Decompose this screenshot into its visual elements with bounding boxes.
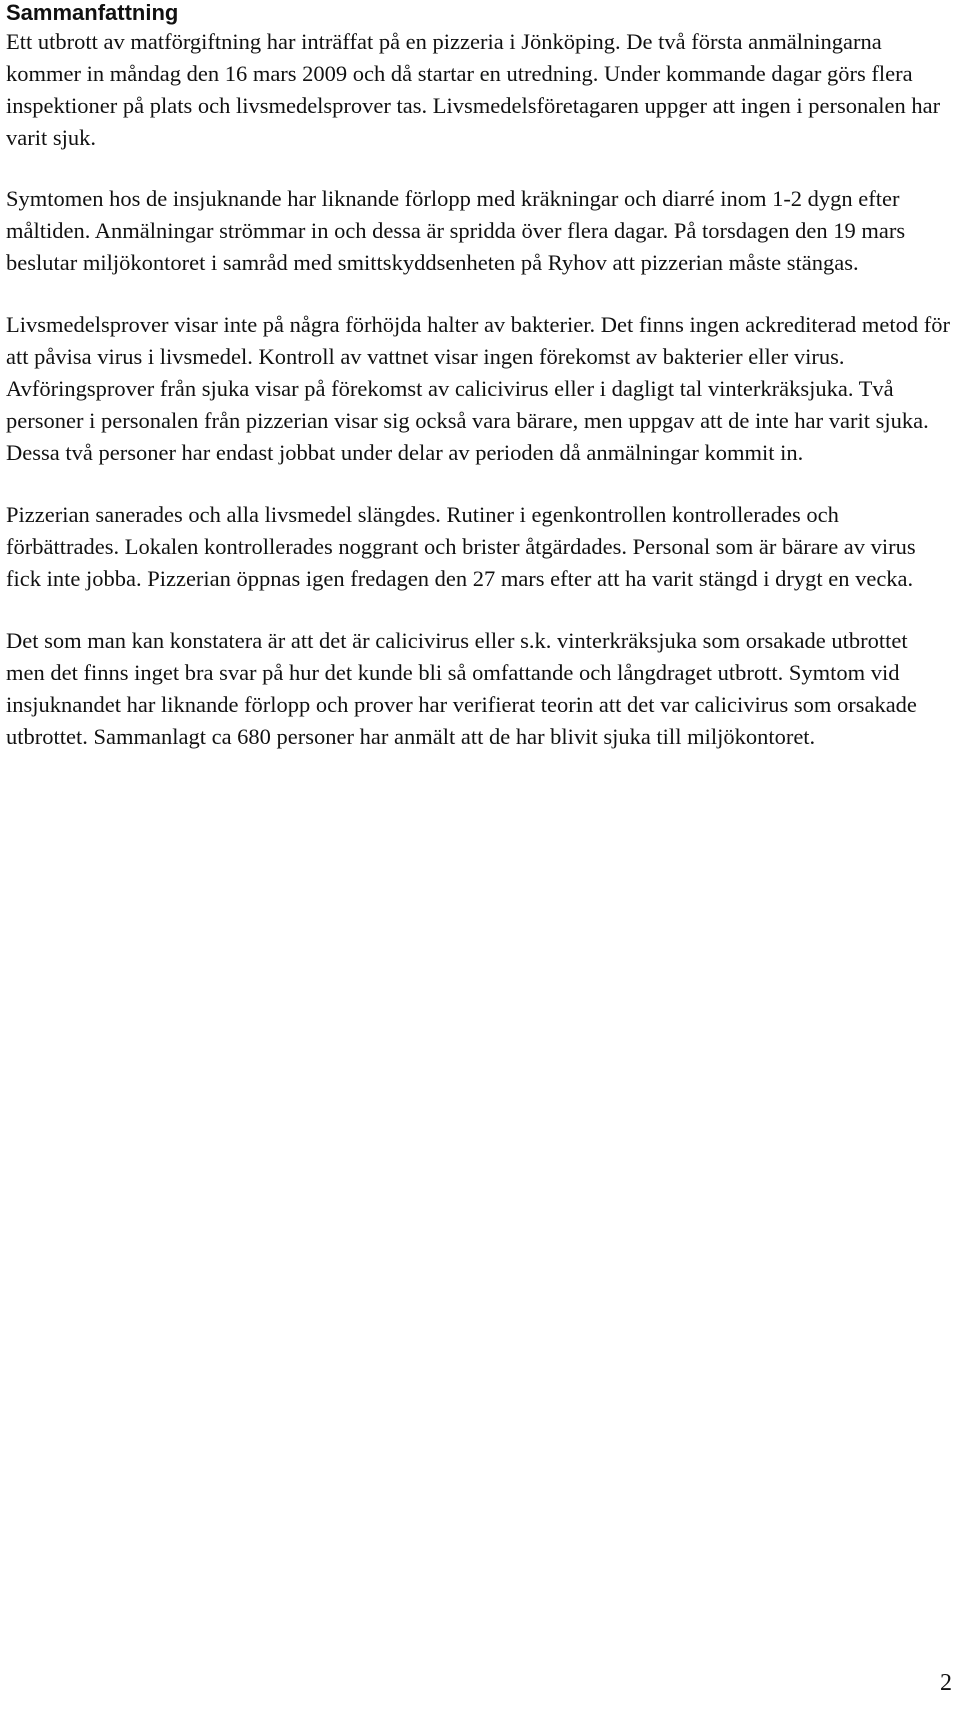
page-number: 2 (940, 1670, 952, 1696)
paragraph-1: Ett utbrott av matförgiftning har inträffat på en pizzeria i Jönköping. De två första anmälningarna kommer in måndag den 16 mars 2009 och då startar en utredning. Under kommande dagar görs flera inspektioner på plats och livsmedelsprover tas. Livsmedelsföretagaren uppger att ingen i personalen har varit sjuk. (6, 29, 941, 150)
section-heading: Sammanfattning (6, 0, 179, 25)
document-page (6, 0, 954, 753)
paragraph-3: Livsmedelsprover visar inte på några förhöjda halter av bakterier. Det finns ingen ackrediterad metod för att påvisa virus i livsmedel. Kontroll av vattnet visar ingen förekomst av bakterier eller virus. Avföringsprover från sjuka visar på förekomst av calicivirus eller i dagligt tal vinterkräksjuka. Två personer i personalen från pizzerian visar sig också vara bärare, men uppgav att de inte har varit sjuka. Dessa två personer har endast jobbat under delar av perioden då anmälningar kommit in. (6, 312, 951, 465)
paragraph-2: Symtomen hos de insjuknande har liknande förlopp med kräkningar och diarré inom 1-2 dygn efter måltiden. Anmälningar strömmar in och dessa är spridda över flera dagar. På torsdagen den 19 mars beslutar miljökontoret i samråd med smittskyddsenheten på Ryhov att pizzerian måste stängas. (6, 186, 906, 275)
paragraph-5: Det som man kan konstatera är att det är calicivirus eller s.k. vinterkräksjuka som orsakade utbrottet men det finns inget bra svar på hur det kunde bli så omfattande och långdraget utbrott. Symtom vid insjuknandet har liknande förlopp och prover har verifierat teorin att det var calicivirus som orsakade utbrottet. Sammanlagt ca 680 personer har anmält att de har blivit sjuka till miljökontoret. (6, 628, 917, 749)
paragraph-4: Pizzerian sanerades och alla livsmedel slängdes. Rutiner i egenkontrollen kontrollerades och förbättrades. Lokalen kontrollerades noggrant och brister åtgärdades. Personal som är bärare av virus fick inte jobba. Pizzerian öppnas igen fredagen den 27 mars efter att ha varit stängd i drygt en vecka. (6, 502, 916, 591)
